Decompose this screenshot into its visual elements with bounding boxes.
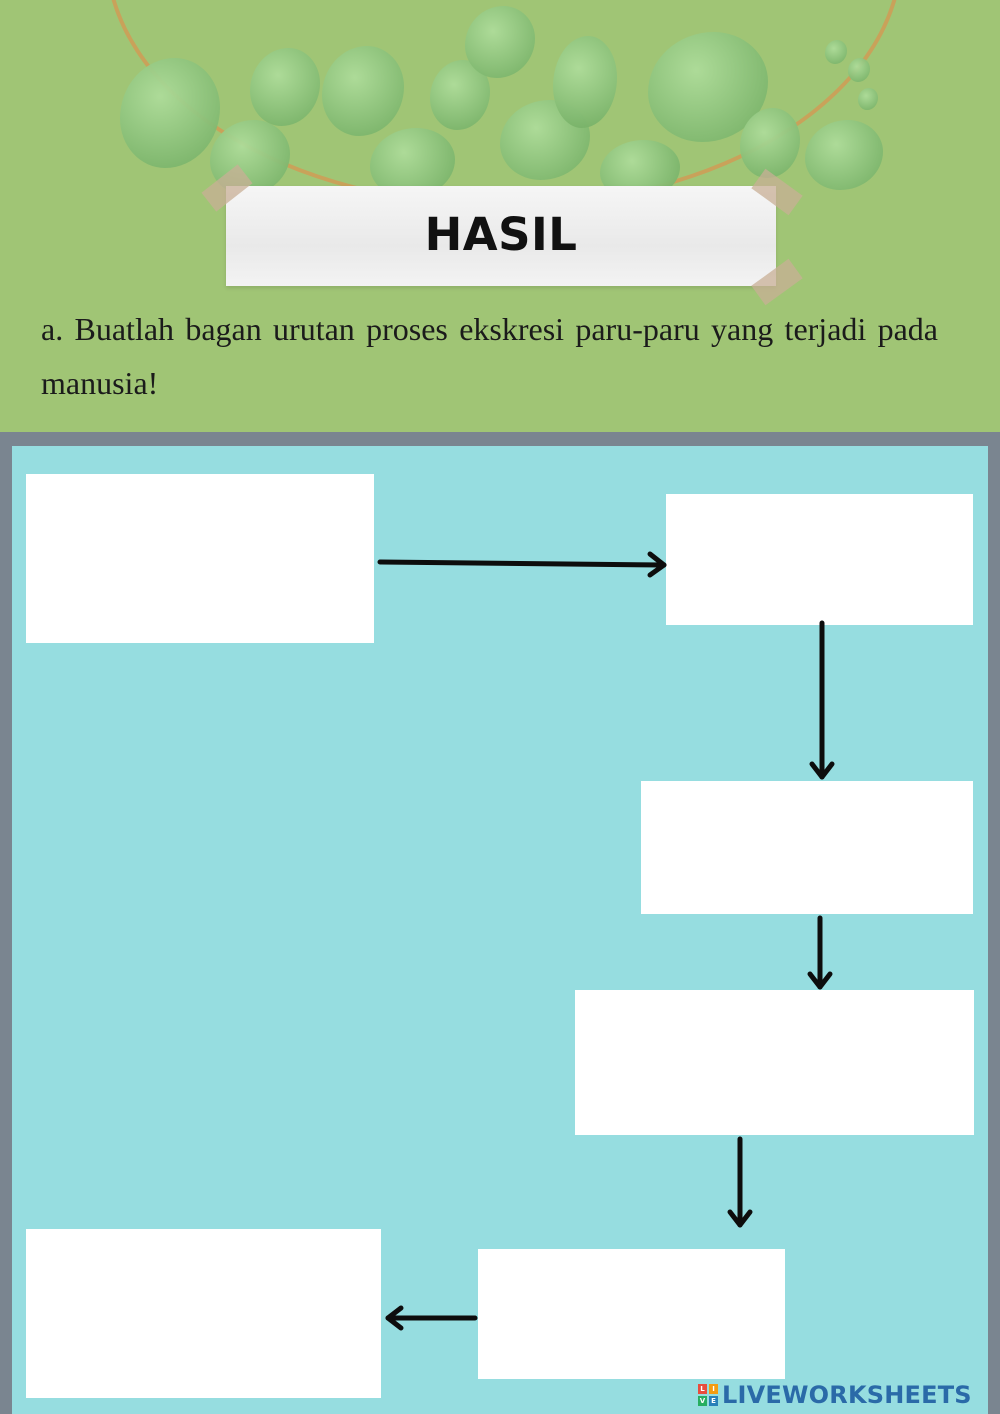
arrow-right-1-to-2 bbox=[380, 554, 664, 575]
liveworksheets-logo-icon: L I V E bbox=[698, 1384, 718, 1406]
brand-name: LIVEWORKSHEETS bbox=[722, 1381, 972, 1409]
page-title: HASIL bbox=[424, 208, 578, 261]
liveworksheets-brand bbox=[698, 1380, 972, 1410]
arrow-left-5-to-6 bbox=[388, 1308, 475, 1328]
arrow-down-2-to-3 bbox=[812, 623, 832, 777]
arrow-down-3-to-4 bbox=[810, 918, 830, 987]
arrow-down-4-to-5 bbox=[730, 1139, 750, 1225]
instruction-text: a. Buatlah bagan urutan proses ekskresi paru-paru yang terjadi pada manusia! bbox=[41, 311, 938, 401]
